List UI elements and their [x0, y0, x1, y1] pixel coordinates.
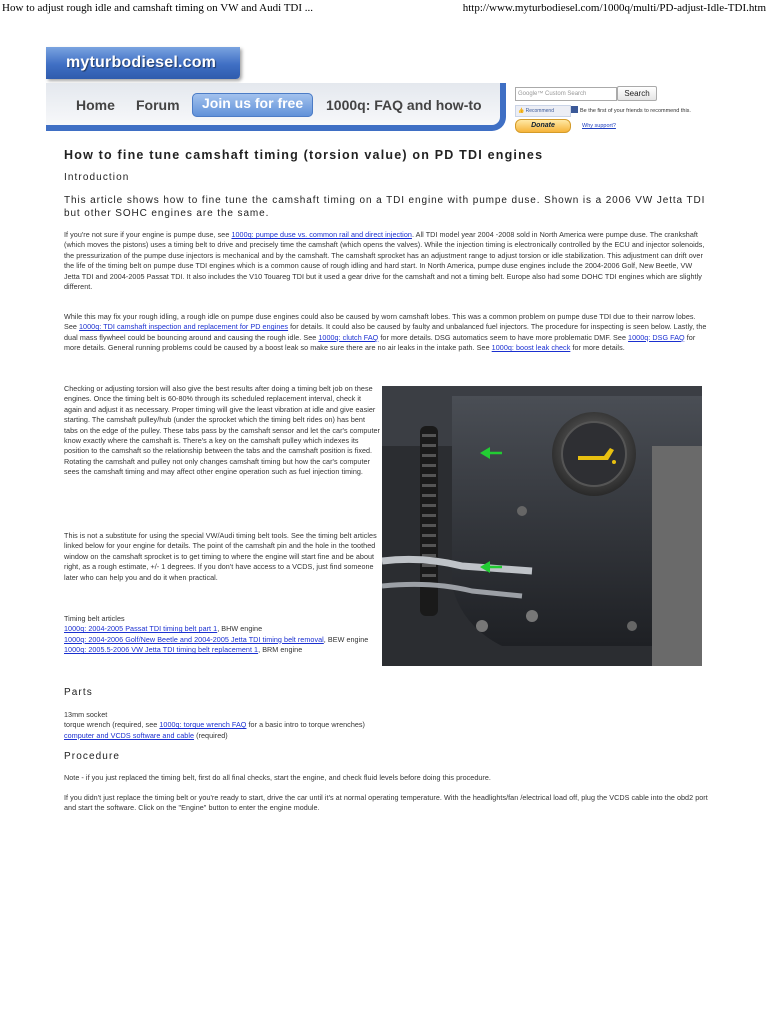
print-page-url: http://www.myturbodiesel.com/1000q/multi/PD-adjust-Idle-TDI.htm [462, 2, 766, 14]
link-jetta-brm-timing-belt[interactable]: 1000q: 2005.5-2006 VW Jetta TDI timing belt replacement 1 [64, 645, 259, 655]
donate-button[interactable]: Donate [515, 119, 571, 133]
thumbs-up-icon: 👍 [518, 108, 525, 114]
search-button[interactable]: Search [617, 86, 657, 101]
p2-text-d: for more details. General running problems could be caused by a boost leak so make sure there are no air leaks in the intake path. See [64, 332, 696, 353]
site-logo-text: myturbodiesel.com [66, 54, 217, 71]
parts-3-b: (required) [194, 730, 228, 740]
link-camshaft-inspection[interactable]: 1000q: TDI camshaft inspection and replacement for PD engines [79, 322, 289, 332]
link-torque-wrench-faq[interactable]: 1000q: torque wrench FAQ [159, 720, 247, 730]
paragraph-2 [64, 312, 710, 354]
engine-photo-image [382, 386, 702, 666]
parts-item-3 [64, 731, 710, 741]
recommend-label: Recommend [525, 108, 554, 114]
why-support-link[interactable]: Why support? [582, 123, 616, 129]
timing-belt-heading: Timing belt articles [64, 614, 125, 623]
recommend-text-label: Be the first of your friends to recommend this. [580, 108, 691, 114]
link-pumpe-duse-vs-common-rail[interactable]: 1000q: pumpe duse vs. common rail and direct injection [231, 230, 412, 239]
main-nav [46, 83, 506, 131]
procedure-step-2: If you didn't just replace the timing belt or you're ready to start, drive the car until it's at normal operating temperature. With the headlights/fan /electrical load off, plug the VCDS cable into the obd2 port and start the software. Click on the "Engine" button to enter the engine module. [64, 793, 708, 813]
intro-heading: Introduction [64, 172, 130, 183]
timing-belt-item-3 [64, 645, 380, 655]
paragraph-3: Checking or adjusting torsion will also give the best results after doing a timing belt job on these engines. Once the timing belt is 60-80% through its scheduled replacement interval, check it again and adjust it as necessary. Proper timing will give the least vibration at idle and give easier starting. The camshaft pulley/hub (under the sprocket which the timing belt rides on) has bent tabs on the edge of the pulley. These tabs pass by the camshaft sensor and let the car's computer know exactly where the camshaft is. There's a key on the camshaft pulley which indexes its position to the camshaft so the relationship between the tabs and the camshaft position is fixed. Rotating the camshaft and pulley not only changes camshaft timing but how the car's computer sees the camshaft timing and may affect other engine operation such as fuel injection timing. [64, 384, 380, 477]
link-dsg-faq[interactable]: 1000q: DSG FAQ [628, 332, 685, 342]
timing-belt-articles [64, 614, 380, 656]
engine-photo [382, 386, 702, 666]
link-clutch-faq[interactable]: 1000q: clutch FAQ [318, 332, 379, 342]
paragraph-1 [64, 230, 710, 292]
parts-item-1: 13mm socket [64, 710, 108, 719]
link-vcds-software[interactable]: computer and VCDS software and cable [64, 730, 195, 740]
parts-2-b: for a basic intro to torque wrenches) [246, 720, 366, 730]
parts-item-2 [64, 720, 710, 730]
tb2-engine: , BEW engine [323, 634, 369, 644]
tb3-engine: , BRM engine [258, 645, 303, 655]
site-logo[interactable] [46, 47, 240, 79]
nav-faq[interactable]: 1000q: FAQ and how-to [326, 97, 482, 113]
p2-text-e: for more details. [570, 343, 625, 353]
print-header [0, 0, 768, 16]
facebook-icon [571, 106, 578, 113]
parts-list [64, 710, 710, 741]
nav-home[interactable]: Home [76, 97, 115, 113]
article-title: How to fine tune camshaft timing (torsion value) on PD TDI engines [64, 148, 544, 162]
timing-belt-item-1 [64, 624, 380, 634]
nav-join-button[interactable]: Join us for free [192, 93, 313, 117]
procedure-step-1: Note - if you just replaced the timing belt, first do all final checks, start the engine, and check fluid levels before doing this procedure. [64, 773, 491, 782]
link-golf-jetta-timing-belt[interactable]: 1000q: 2004-2006 Golf/New Beetle and 2004-2005 Jetta TDI timing belt removal [64, 634, 324, 644]
link-passat-timing-belt[interactable]: 1000q: 2004-2005 Passat TDI timing belt part 1 [64, 624, 218, 634]
p2-text-b: for details. It could also be caused by faulty and unbalanced fuel injectors. The procedure for inspecting is seen below. Lastly, the dual mass flywheel could be bouncing around and causing the rough idle. See [64, 322, 707, 342]
paragraph-4: This is not a substitute for using the special VW/Audi timing belt tools. See the timing belt articles linked below for your engine for details. The point of the camshaft pin and the hole in the toothed window on the camshaft sprocket is to get timing to where the engine will start fine and be about right, as a rough estimate, +/- 1 degrees. If you don't have access to a VCDS, just find someone later who can help you and do it when practical. [64, 531, 377, 582]
timing-belt-item-2 [64, 635, 380, 645]
p2-text-a: While this may fix your rough idling, a rough idle on pumpe duse engines could also be caused by worn camshaft lobes. This was a common problem on pumpe duse TDI due to their narrow lobes. See [64, 312, 696, 332]
nav-forum[interactable]: Forum [136, 97, 180, 113]
procedure-heading: Procedure [64, 751, 121, 762]
p1-text-b: . All TDI model year 2004 -2008 sold in North America were pumpe duse. The crankshaft (which moves the pistons) uses a timing belt to drive and precisely time the camshaft (which opens the valves). While the injection timing is electronically controlled by the ECU and injector solenoids, the pressurization of the pumpe duse injectors is mechanical and by the camshaft. The camshaft sprocket has an adjustment range to adjust torsion or idle stabilization. This adjustment can drift over the life of the timing belt on pumpe duse TDI engines which is a common cause of rough idling and hard start. In North America, pumpe duse engines include the 2004-2006 Golf, New Beetle, VW Jetta TDI and 2004-2005 Passat TDI. It also includes the V10 Touareg TDI but it used a gear drive for the camshaft and not a timing belt. Europe also had some DOHC TDI engines which are slightly different. [64, 230, 705, 292]
p1-text-a: If you're not sure if your engine is pumpe duse, see [64, 230, 232, 239]
tb1-engine: , BHW engine [217, 624, 263, 634]
link-boost-leak-check[interactable]: 1000q: boost leak check [491, 343, 571, 353]
print-page-title: How to adjust rough idle and camshaft timing on VW and Audi TDI ... [2, 2, 314, 14]
recommend-text [571, 106, 691, 114]
site-banner [46, 47, 514, 131]
p2-text-c: for more details. DSG automatics seem to have more problematic DMF. See [378, 332, 629, 342]
parts-2-a: torque wrench (required, see [64, 720, 160, 730]
search-input[interactable]: Google™ Custom Search [515, 87, 617, 101]
parts-heading: Parts [64, 687, 93, 698]
lead-paragraph: This article shows how to fine tune the camshaft timing on a TDI engine with pumpe duse. Shown is a 2006 VW Jetta TDI but other SOHC engines are the same. [64, 195, 706, 219]
recommend-button[interactable] [515, 105, 571, 117]
